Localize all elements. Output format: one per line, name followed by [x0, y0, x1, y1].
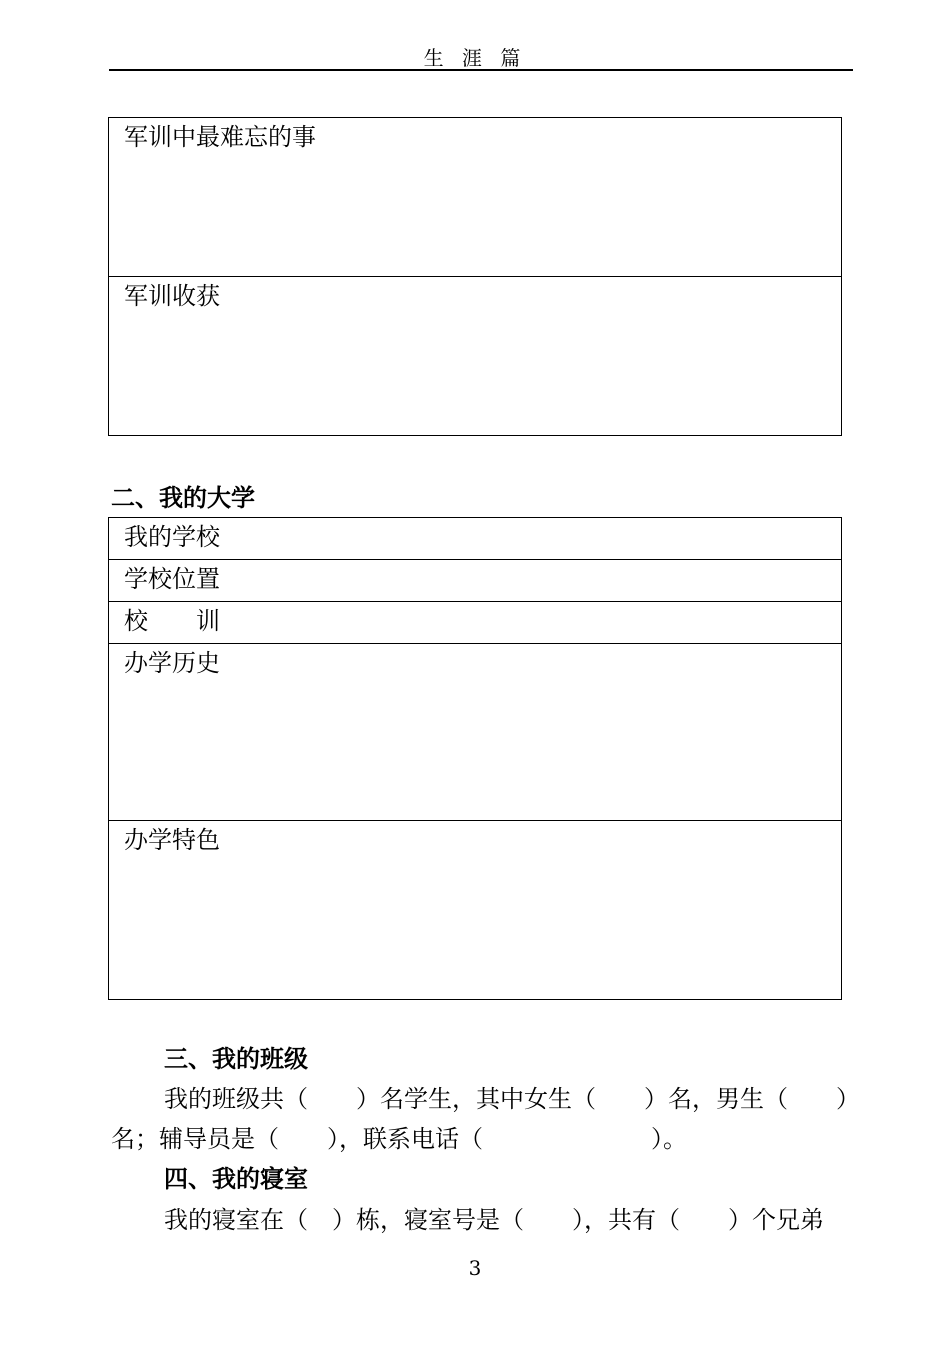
table-row	[109, 118, 842, 277]
cell-label: 我的学校	[124, 523, 220, 551]
table-row	[109, 560, 842, 602]
class-info-line-2: 名；辅导员是（ ），联系电话（ ）。	[111, 1125, 687, 1153]
cell-label: 军训中最难忘的事	[124, 123, 316, 151]
header-divider	[109, 69, 853, 71]
cell-label: 学校位置	[124, 565, 220, 593]
cell-label: 校 训	[124, 607, 220, 635]
form-cell-school-motto[interactable]	[109, 602, 842, 644]
class-info-line-1: 我的班级共（ ）名学生，其中女生（ ）名，男生（ ）	[164, 1085, 860, 1113]
header-title: 生 涯 篇	[423, 46, 527, 70]
cell-label: 办学历史	[124, 649, 220, 677]
form-cell-memorable-event[interactable]	[109, 118, 842, 277]
form-cell-school-history[interactable]	[109, 644, 842, 821]
cell-label: 军训收获	[124, 282, 220, 310]
dorm-info-line-1: 我的寝室在（ ）栋，寝室号是（ ），共有（ ）个兄弟	[164, 1206, 824, 1234]
form-cell-school-features[interactable]	[109, 821, 842, 1000]
section-heading-class: 三、我的班级	[164, 1044, 308, 1073]
table-row	[109, 518, 842, 560]
table-row	[109, 644, 842, 821]
section-heading-university: 二、我的大学	[111, 483, 255, 512]
table-row	[109, 821, 842, 1000]
page-number: 3	[468, 1256, 482, 1280]
table-row	[109, 602, 842, 644]
military-training-table	[108, 117, 842, 436]
section-heading-dorm: 四、我的寝室	[164, 1164, 308, 1193]
university-table	[108, 517, 842, 1000]
form-cell-school-name[interactable]	[109, 518, 842, 560]
table-row	[109, 277, 842, 436]
form-cell-training-gains[interactable]	[109, 277, 842, 436]
form-cell-school-location[interactable]	[109, 560, 842, 602]
cell-label: 办学特色	[124, 826, 220, 854]
